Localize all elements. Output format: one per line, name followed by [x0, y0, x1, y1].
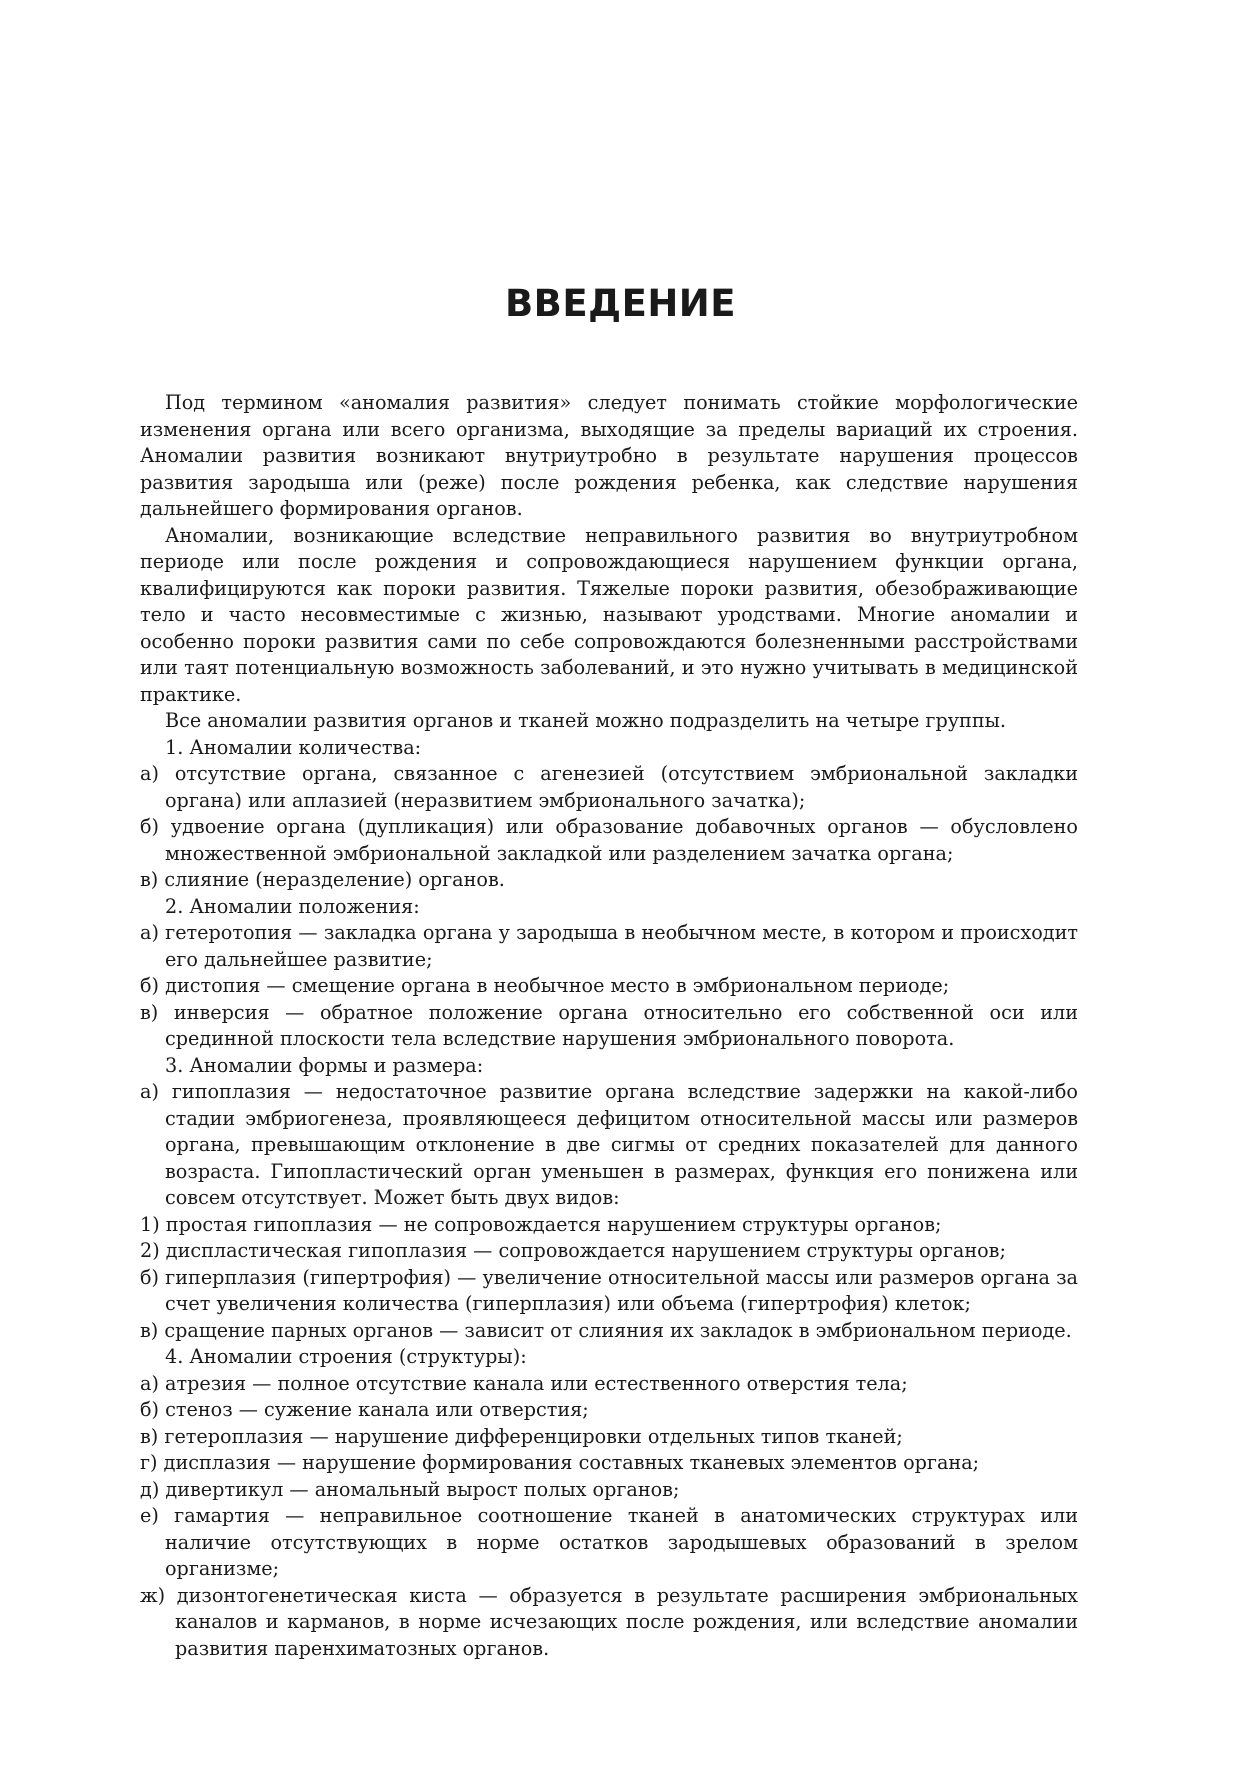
sub-list-item: 2) диспластическая гипоплазия — сопровождается нарушением структуры органов; [140, 1239, 1006, 1262]
list-item: б) удвоение органа (дупликация) или образование добавочных органов — обусловлено множественной эмбриональной закладкой или разделением зачатка органа; [140, 815, 1078, 865]
list-item: б) дистопия — смещение органа в необычное место в эмбриональном периоде; [140, 974, 950, 997]
list-item: в) сращение парных органов — зависит от слияния их закладок в эмбриональном периоде. [140, 1318, 1072, 1342]
group-heading: 2. Аномалии положения: [165, 894, 420, 918]
group-heading: 1. Аномалии количества: [165, 735, 422, 759]
list-item: а) отсутствие органа, связанное с агенезией (отсутствием эмбриональной закладки органа) или аплазией (неразвитием эмбрионального зачатка); [140, 762, 1078, 812]
list-item: д) дивертикул — аномальный вырост полых органов; [140, 1477, 680, 1501]
page-title: ВВЕДЕНИЕ [504, 282, 737, 325]
list-item: б) стеноз — сужение канала или отверстия; [140, 1398, 589, 1421]
list-item: в) инверсия — обратное положение органа относительно его собственной оси или срединной плоскости тела вследствие нарушения эмбрионального поворота. [140, 1000, 1078, 1050]
list-item: а) гетеротопия — закладка органа у зародыша в необычном месте, в котором и происходит его дальнейшее развитие; [140, 921, 1078, 971]
list-item: в) слияние (неразделение) органов. [140, 868, 505, 891]
list-item: ж) дизонтогенетическая киста — образуется в результате расширения эмбриональных каналов и карманов, в норме исчезающих после рождения, или вследствие аномалии развития паренхиматозных органов. [140, 1583, 1078, 1660]
list-item: г) дисплазия — нарушение формирования составных тканевых элементов органа; [140, 1451, 980, 1474]
list-item: в) гетероплазия — нарушение дифференцировки отдельных типов тканей; [140, 1424, 903, 1448]
body-text [140, 390, 1078, 1662]
group-heading: 4. Аномалии строения (структуры): [165, 1345, 527, 1368]
group-heading: 3. Аномалии формы и размера: [165, 1053, 484, 1077]
paragraph-groups-intro: Все аномалии развития органов и тканей можно подразделить на четыре группы. [165, 709, 1007, 732]
list-item: а) атрезия — полное отсутствие канала или естественного отверстия тела; [140, 1371, 908, 1395]
sub-list-item: 1) простая гипоплазия — не сопровождается нарушением структуры органов; [140, 1212, 942, 1236]
list-item: а) гипоплазия — недостаточное развитие органа вследствие задержки на какой-либо стадии эмбриогенеза, проявляющееся дефицитом относительной массы или размеров органа, превышающим отклонение в две сигмы от средних показателей для данного возраста. Гипопластический орган уменьшен в размерах, функция его понижена или совсем отсутствует. Может быть двух видов: [140, 1080, 1078, 1209]
list-item: б) гиперплазия (гипертрофия) — увеличение относительной массы или размеров органа за счет увеличения количества (гиперплазия) или объема (гипертрофия) клеток; [140, 1265, 1078, 1315]
paragraph-malformations: Аномалии, возникающие вследствие неправильного развития во внутриутробном периоде или после рождения и сопровождающиеся нарушением функции органа, квалифицируются как пороки развития. Тяжелые пороки развития, обезображивающие тело и часто несовместимые с жизнью, называют уродствами. Многие аномалии и особенно пороки развития сами по себе сопровождаются болезненными расстройствами или таят потенциальную возможность заболеваний, и это нужно учитывать в медицинской практике. [140, 523, 1078, 706]
paragraph-definition: Под термином «аномалия развития» следует понимать стойкие морфологические изменения органа или всего организма, выходящие за пределы вариаций их строения. Аномалии развития возникают внутриутробно в результате нарушения процессов развития зародыша или (реже) после рождения ребенка, как следствие нарушения дальнейшего формирования органов. [140, 391, 1078, 520]
list-item: е) гамартия — неправильное соотношение тканей в анатомических структурах или наличие отсутствующих в норме остатков зародышевых образований в зрелом организме; [140, 1504, 1078, 1580]
